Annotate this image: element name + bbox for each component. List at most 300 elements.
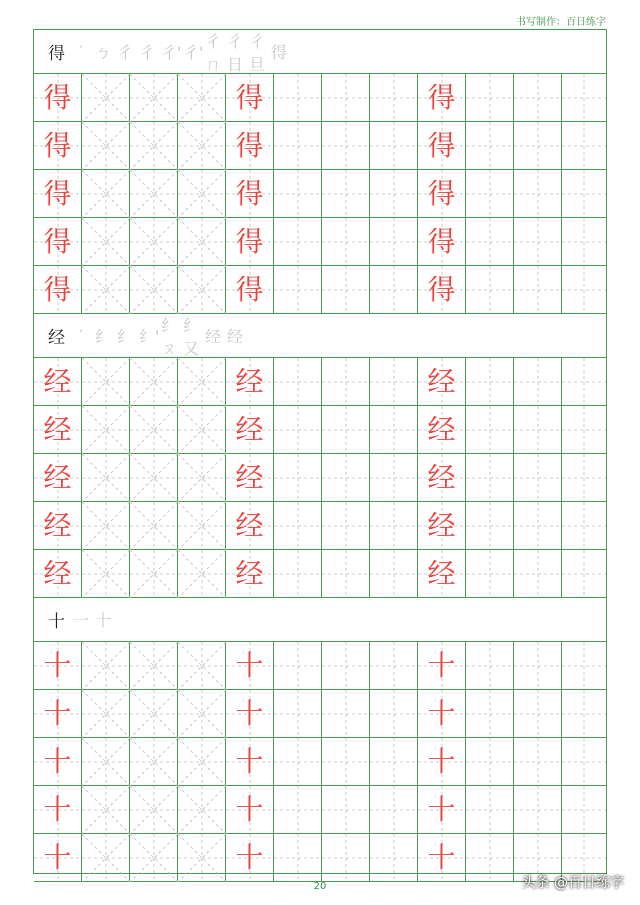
grid-cell[interactable]: [274, 170, 322, 218]
grid-cell[interactable]: [370, 454, 418, 502]
grid-cell[interactable]: [226, 690, 274, 738]
guide-lines: [82, 74, 130, 122]
section-character: 得: [48, 44, 65, 64]
grid-cell[interactable]: [322, 122, 370, 170]
grid-cell[interactable]: [178, 690, 226, 738]
model-character: 十: [427, 792, 456, 826]
guide-lines: [562, 74, 606, 122]
grid-cell[interactable]: [514, 358, 562, 406]
grid-cell[interactable]: [34, 642, 82, 690]
model-character: 十: [427, 696, 456, 730]
guide-lines: [274, 218, 322, 266]
guide-lines: [466, 406, 514, 454]
grid-cell[interactable]: [82, 834, 130, 882]
grid-cell[interactable]: [370, 358, 418, 406]
grid-cell[interactable]: [562, 738, 606, 786]
guide-lines: [274, 266, 322, 314]
grid-cell[interactable]: [562, 74, 606, 122]
grid-cell[interactable]: [274, 358, 322, 406]
grid-cell[interactable]: [322, 266, 370, 314]
guide-lines: [370, 266, 418, 314]
grid-cell[interactable]: [82, 218, 130, 266]
grid-cell[interactable]: [34, 74, 82, 122]
grid-cell[interactable]: [34, 266, 82, 314]
model-character: 得: [235, 80, 264, 114]
grid-cell[interactable]: [466, 358, 514, 406]
grid-cell[interactable]: [82, 502, 130, 550]
grid-cell[interactable]: [322, 170, 370, 218]
guide-lines: [274, 738, 322, 786]
grid-cell[interactable]: [34, 502, 82, 550]
guide-lines: [130, 786, 178, 834]
grid-cell[interactable]: [562, 502, 606, 550]
watermark: 头条 @百日练字: [521, 875, 624, 891]
guide-lines: [178, 358, 226, 406]
grid-cell[interactable]: [562, 690, 606, 738]
stroke-step: 彳: [117, 43, 134, 62]
stroke-step: 得: [271, 43, 288, 62]
guide-lines: [466, 358, 514, 406]
grid-cell[interactable]: [82, 170, 130, 218]
grid-cell[interactable]: [274, 454, 322, 502]
grid-cell[interactable]: [322, 550, 370, 598]
grid-cell[interactable]: [322, 642, 370, 690]
guide-lines: [466, 218, 514, 266]
grid-cell[interactable]: [514, 738, 562, 786]
grid-cell[interactable]: [418, 690, 466, 738]
grid-cell[interactable]: [418, 406, 466, 454]
grid-cell[interactable]: [34, 218, 82, 266]
grid-cell[interactable]: [466, 502, 514, 550]
model-character: 经: [235, 556, 264, 590]
stroke-step: 十: [95, 611, 112, 630]
guide-lines: [82, 218, 130, 266]
grid-cell[interactable]: [274, 550, 322, 598]
section-character: 十: [48, 612, 65, 632]
grid-cell[interactable]: [418, 550, 466, 598]
guide-lines: [130, 406, 178, 454]
guide-lines: [274, 550, 322, 598]
grid-cell[interactable]: [274, 786, 322, 834]
grid-cell[interactable]: [274, 74, 322, 122]
grid-cell[interactable]: [562, 170, 606, 218]
stroke-order-row: [34, 598, 606, 642]
model-character: 经: [43, 460, 72, 494]
grid-cell[interactable]: [130, 690, 178, 738]
grid-cell[interactable]: [226, 834, 274, 882]
grid-cell[interactable]: [370, 642, 418, 690]
grid-cell[interactable]: [130, 358, 178, 406]
grid-cell[interactable]: [34, 550, 82, 598]
guide-lines: [130, 170, 178, 218]
guide-lines: [82, 454, 130, 502]
guide-lines: [178, 550, 226, 598]
guide-lines: [178, 642, 226, 690]
stroke-order-row: [34, 314, 606, 358]
guide-lines: [562, 122, 606, 170]
grid-cell[interactable]: [274, 642, 322, 690]
model-character: 经: [43, 364, 72, 398]
guide-lines: [178, 266, 226, 314]
guide-lines: [562, 170, 606, 218]
model-character: 经: [427, 508, 456, 542]
grid-cell[interactable]: [34, 738, 82, 786]
grid-cell[interactable]: [226, 738, 274, 786]
grid-cell[interactable]: [514, 454, 562, 502]
stroke-step: 彳': [183, 43, 204, 62]
grid-cell[interactable]: [34, 358, 82, 406]
guide-lines: [130, 550, 178, 598]
grid-cell[interactable]: [274, 406, 322, 454]
practice-row: [34, 834, 606, 882]
guide-lines: [82, 690, 130, 738]
guide-lines: [562, 642, 606, 690]
grid-cell[interactable]: [178, 738, 226, 786]
guide-lines: [562, 266, 606, 314]
grid-cell[interactable]: [466, 690, 514, 738]
guide-lines: [322, 642, 370, 690]
grid-cell[interactable]: [466, 266, 514, 314]
model-character: 得: [43, 80, 72, 114]
grid-cell[interactable]: [418, 454, 466, 502]
guide-lines: [514, 74, 562, 122]
guide-lines: [514, 786, 562, 834]
model-character: 得: [427, 128, 456, 162]
grid-cell[interactable]: [178, 170, 226, 218]
guide-lines: [322, 834, 370, 882]
guide-lines: [130, 834, 178, 882]
grid-cell[interactable]: [466, 550, 514, 598]
page-credit: 书写制作：百日练字: [516, 17, 606, 28]
grid-cell[interactable]: [370, 170, 418, 218]
grid-cell[interactable]: [226, 502, 274, 550]
grid-cell[interactable]: [130, 122, 178, 170]
grid-cell[interactable]: [130, 834, 178, 882]
guide-lines: [466, 170, 514, 218]
model-character: 得: [43, 272, 72, 306]
guide-lines: [514, 502, 562, 550]
model-character: 经: [235, 364, 264, 398]
model-character: 十: [235, 744, 264, 778]
grid-cell[interactable]: [274, 834, 322, 882]
grid-cell[interactable]: [466, 122, 514, 170]
practice-row: [34, 218, 606, 266]
grid-cell[interactable]: [514, 690, 562, 738]
grid-cell[interactable]: [226, 550, 274, 598]
guide-lines: [322, 454, 370, 502]
grid-cell[interactable]: [82, 690, 130, 738]
stroke-step: 经: [227, 327, 244, 346]
grid-cell[interactable]: [226, 786, 274, 834]
guide-lines: [370, 550, 418, 598]
grid-cell[interactable]: [130, 786, 178, 834]
grid-cell[interactable]: [514, 550, 562, 598]
grid-cell[interactable]: [418, 170, 466, 218]
grid-cell[interactable]: [178, 358, 226, 406]
grid-cell[interactable]: [514, 786, 562, 834]
model-character: 十: [427, 840, 456, 874]
grid-cell[interactable]: [82, 122, 130, 170]
guide-lines: [514, 266, 562, 314]
practice-row: [34, 170, 606, 218]
stroke-step: 经: [205, 327, 222, 346]
guide-lines: [178, 690, 226, 738]
guide-lines: [370, 170, 418, 218]
guide-lines: [322, 266, 370, 314]
grid-cell[interactable]: [418, 834, 466, 882]
guide-lines: [322, 74, 370, 122]
grid-cell[interactable]: [562, 406, 606, 454]
guide-lines: [274, 170, 322, 218]
guide-lines: [274, 406, 322, 454]
grid-cell[interactable]: [322, 358, 370, 406]
guide-lines: [322, 170, 370, 218]
model-character: 得: [235, 272, 264, 306]
grid-cell[interactable]: [562, 266, 606, 314]
grid-cell[interactable]: [418, 358, 466, 406]
guide-lines: [130, 738, 178, 786]
grid-cell[interactable]: [466, 454, 514, 502]
grid-cell[interactable]: [82, 786, 130, 834]
grid-cell[interactable]: [370, 266, 418, 314]
grid-cell[interactable]: [418, 738, 466, 786]
grid-cell[interactable]: [130, 642, 178, 690]
grid-cell[interactable]: [274, 502, 322, 550]
grid-cell[interactable]: [418, 642, 466, 690]
grid-cell[interactable]: [466, 406, 514, 454]
grid-cell[interactable]: [370, 786, 418, 834]
guide-lines: [82, 122, 130, 170]
model-character: 十: [235, 840, 264, 874]
grid-cell[interactable]: [226, 218, 274, 266]
grid-cell[interactable]: [466, 786, 514, 834]
practice-row: [34, 642, 606, 690]
grid-cell[interactable]: [34, 406, 82, 454]
grid-cell[interactable]: [178, 266, 226, 314]
guide-lines: [322, 122, 370, 170]
guide-lines: [562, 738, 606, 786]
guide-lines: [178, 502, 226, 550]
guide-lines: [514, 642, 562, 690]
model-character: 十: [43, 648, 72, 682]
grid-cell[interactable]: [322, 454, 370, 502]
grid-cell[interactable]: [178, 502, 226, 550]
grid-cell[interactable]: [370, 550, 418, 598]
grid-cell[interactable]: [562, 642, 606, 690]
grid-cell[interactable]: [130, 74, 178, 122]
grid-cell[interactable]: [178, 642, 226, 690]
grid-cell[interactable]: [178, 834, 226, 882]
grid-cell[interactable]: [370, 738, 418, 786]
grid-cell[interactable]: [418, 502, 466, 550]
section-character: 经: [48, 328, 65, 348]
grid-cell[interactable]: [466, 218, 514, 266]
guide-lines: [370, 74, 418, 122]
grid-cell[interactable]: [466, 834, 514, 882]
grid-cell[interactable]: [370, 834, 418, 882]
grid-cell[interactable]: [226, 266, 274, 314]
grid-cell[interactable]: [130, 738, 178, 786]
grid-cell[interactable]: [82, 642, 130, 690]
guide-lines: [130, 74, 178, 122]
grid-cell[interactable]: [226, 406, 274, 454]
grid-cell[interactable]: [226, 454, 274, 502]
guide-lines: [466, 454, 514, 502]
grid-cell[interactable]: [322, 218, 370, 266]
stroke-step: 彳: [139, 43, 156, 62]
grid-cell[interactable]: [466, 642, 514, 690]
guide-lines: [370, 642, 418, 690]
grid-cell[interactable]: [130, 170, 178, 218]
guide-lines: [82, 550, 130, 598]
guide-lines: [322, 738, 370, 786]
grid-cell[interactable]: [82, 550, 130, 598]
guide-lines: [370, 502, 418, 550]
grid-cell[interactable]: [130, 218, 178, 266]
grid-cell[interactable]: [34, 690, 82, 738]
grid-cell[interactable]: [466, 170, 514, 218]
guide-lines: [82, 266, 130, 314]
grid-cell[interactable]: [514, 502, 562, 550]
grid-cell[interactable]: [514, 74, 562, 122]
grid-cell[interactable]: [562, 358, 606, 406]
grid-cell[interactable]: [418, 786, 466, 834]
grid-cell[interactable]: [226, 642, 274, 690]
grid-cell[interactable]: [34, 170, 82, 218]
grid-cell[interactable]: [514, 170, 562, 218]
model-character: 得: [43, 176, 72, 210]
grid-cell[interactable]: [34, 122, 82, 170]
grid-cell[interactable]: [130, 406, 178, 454]
stroke-step: 纟': [139, 327, 160, 346]
grid-cell[interactable]: [562, 786, 606, 834]
guide-lines: [370, 218, 418, 266]
grid-cell[interactable]: [274, 122, 322, 170]
grid-cell[interactable]: [130, 502, 178, 550]
grid-cell[interactable]: [130, 266, 178, 314]
grid-cell[interactable]: [322, 786, 370, 834]
grid-cell[interactable]: [178, 550, 226, 598]
grid-cell[interactable]: [514, 406, 562, 454]
grid-cell[interactable]: [562, 218, 606, 266]
grid-cell[interactable]: [562, 454, 606, 502]
grid-cell[interactable]: [82, 454, 130, 502]
guide-lines: [178, 454, 226, 502]
grid-cell[interactable]: [418, 122, 466, 170]
guide-lines: [322, 218, 370, 266]
guide-lines: [322, 690, 370, 738]
guide-lines: [82, 406, 130, 454]
grid-cell[interactable]: [178, 122, 226, 170]
grid-cell[interactable]: [514, 218, 562, 266]
grid-cell[interactable]: [514, 122, 562, 170]
practice-row: [34, 502, 606, 550]
grid-cell[interactable]: [418, 74, 466, 122]
grid-cell[interactable]: [322, 74, 370, 122]
model-character: 得: [43, 224, 72, 258]
guide-lines: [514, 738, 562, 786]
grid-cell[interactable]: [178, 406, 226, 454]
grid-cell[interactable]: [274, 266, 322, 314]
grid-cell[interactable]: [130, 454, 178, 502]
practice-row: [34, 690, 606, 738]
guide-lines: [370, 834, 418, 882]
grid-cell[interactable]: [226, 122, 274, 170]
grid-cell[interactable]: [226, 170, 274, 218]
guide-lines: [466, 690, 514, 738]
grid-cell[interactable]: [178, 454, 226, 502]
grid-cell[interactable]: [514, 266, 562, 314]
guide-lines: [466, 642, 514, 690]
stroke-step: 彳': [161, 43, 182, 62]
grid-cell[interactable]: [178, 218, 226, 266]
grid-cell[interactable]: [274, 218, 322, 266]
grid-cell[interactable]: [226, 74, 274, 122]
guide-lines: [274, 122, 322, 170]
grid-cell[interactable]: [370, 74, 418, 122]
practice-row: [34, 406, 606, 454]
grid-cell[interactable]: [322, 502, 370, 550]
grid-cell[interactable]: [514, 642, 562, 690]
grid-cell[interactable]: [82, 74, 130, 122]
grid-cell[interactable]: [466, 738, 514, 786]
guide-lines: [562, 218, 606, 266]
grid-cell[interactable]: [370, 218, 418, 266]
grid-cell[interactable]: [178, 74, 226, 122]
guide-lines: [370, 738, 418, 786]
guide-lines: [130, 454, 178, 502]
grid-cell[interactable]: [34, 834, 82, 882]
grid-cell[interactable]: [82, 406, 130, 454]
guide-lines: [514, 454, 562, 502]
grid-cell[interactable]: [418, 218, 466, 266]
grid-cell[interactable]: [226, 358, 274, 406]
grid-cell[interactable]: [562, 550, 606, 598]
grid-cell[interactable]: [370, 690, 418, 738]
model-character: 经: [427, 364, 456, 398]
grid-cell[interactable]: [322, 690, 370, 738]
grid-cell[interactable]: [418, 266, 466, 314]
stroke-step: 纟: [95, 327, 112, 346]
grid-cell[interactable]: [370, 406, 418, 454]
model-character: 十: [43, 840, 72, 874]
grid-cell[interactable]: [34, 786, 82, 834]
grid-cell[interactable]: [130, 550, 178, 598]
stroke-step: ′: [79, 326, 83, 345]
model-character: 十: [43, 792, 72, 826]
grid-cell[interactable]: [322, 406, 370, 454]
grid-cell[interactable]: [274, 690, 322, 738]
model-character: 得: [427, 176, 456, 210]
guide-lines: [466, 550, 514, 598]
grid-cell[interactable]: [82, 266, 130, 314]
guide-lines: [130, 358, 178, 406]
model-character: 得: [427, 272, 456, 306]
grid-cell[interactable]: [178, 786, 226, 834]
grid-cell[interactable]: [34, 454, 82, 502]
grid-cell[interactable]: [322, 834, 370, 882]
grid-cell[interactable]: [82, 738, 130, 786]
grid-cell[interactable]: [466, 74, 514, 122]
grid-cell[interactable]: [322, 738, 370, 786]
grid-cell[interactable]: [82, 358, 130, 406]
guide-lines: [466, 834, 514, 882]
grid-cell[interactable]: [370, 122, 418, 170]
grid-cell[interactable]: [274, 738, 322, 786]
guide-lines: [130, 502, 178, 550]
grid-cell[interactable]: [562, 122, 606, 170]
grid-cell[interactable]: [370, 502, 418, 550]
